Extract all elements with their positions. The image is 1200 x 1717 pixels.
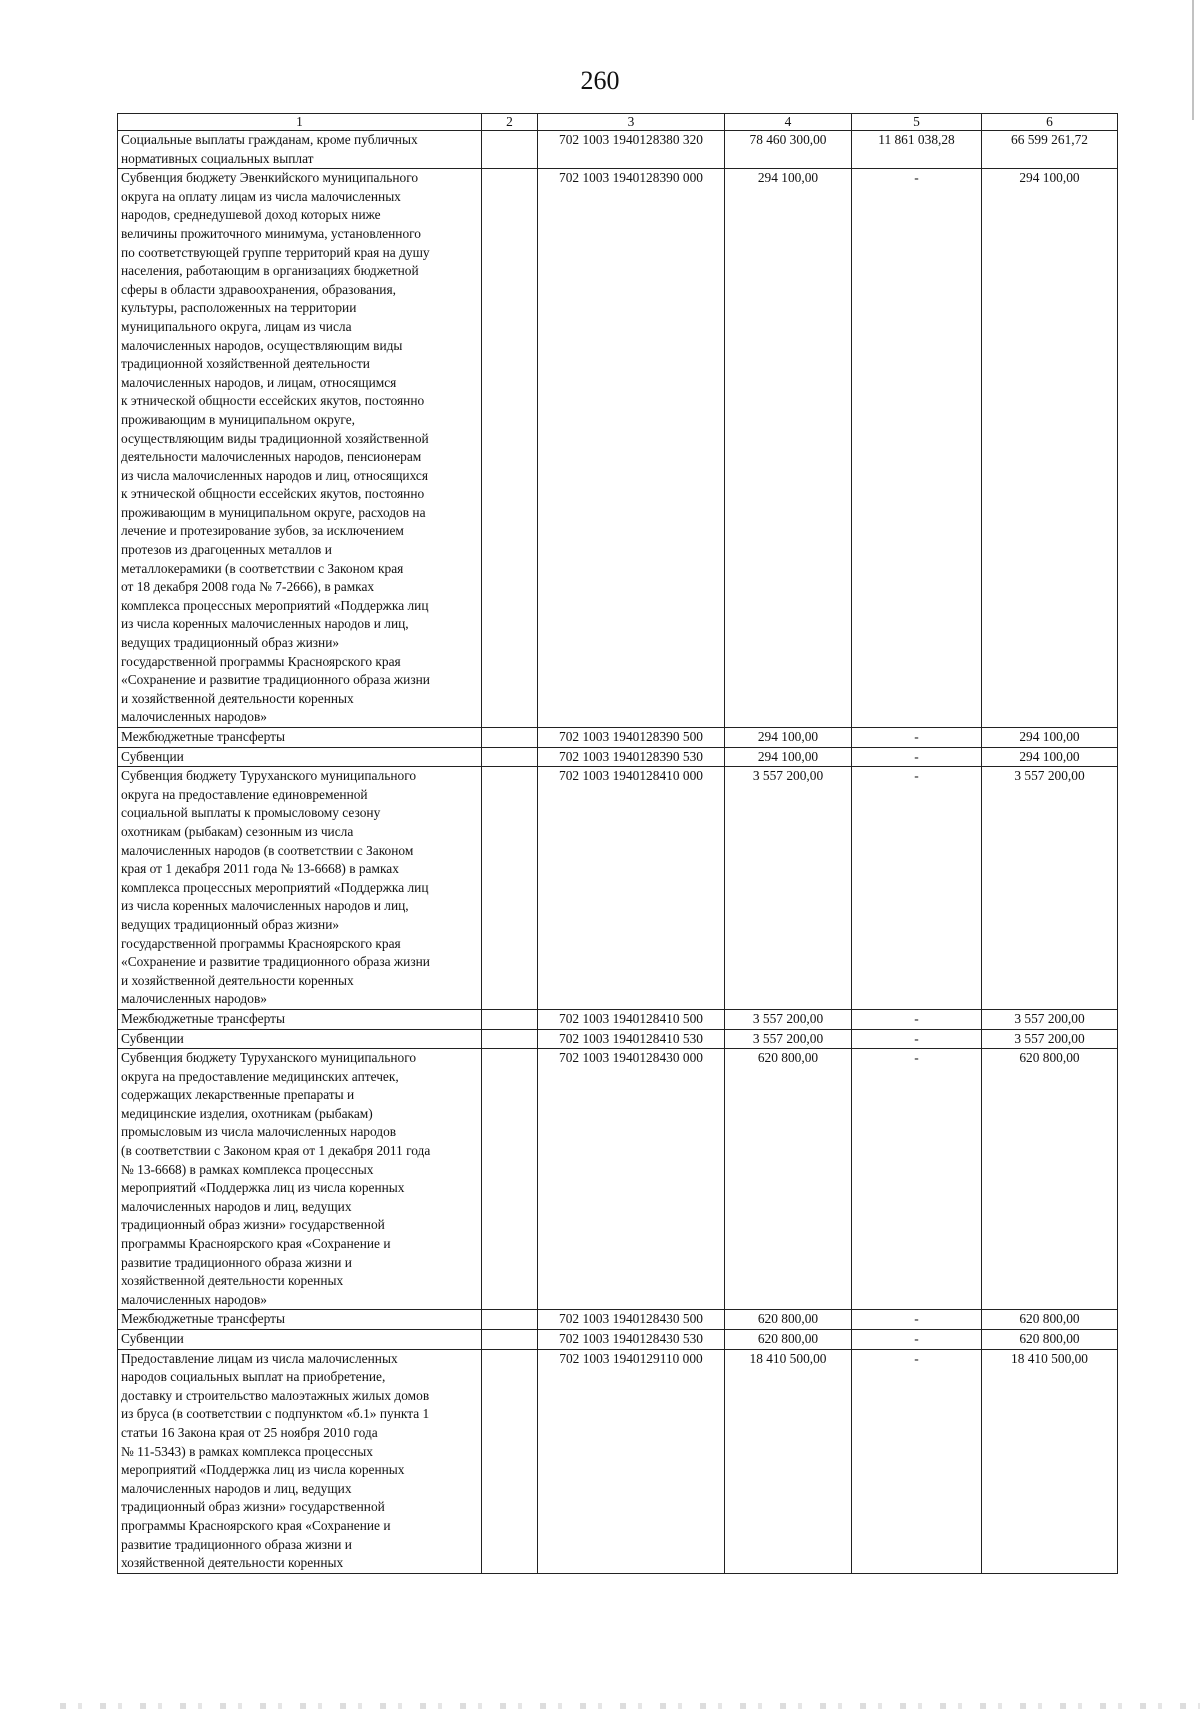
row-remainder-cell: 620 800,00 (982, 1049, 1118, 1310)
row-name-cell: Межбюджетные трансферты (118, 728, 482, 748)
row-name-cell: Предоставление лицам из числа малочисленных народов социальных выплат на приобретение, доставку и строительство малоэтажных жилых домов из бруса (в соответствии с подпунктом «б.1» пункта 1 статьи 16 Закона края от 25 ноября 2010 года № 11-5343) в рамках комплекса процессных мероприятий «Поддержка лиц из числа коренных малочисленных народов и лиц, ведущих традиционный образ жизни» государственной программы Красноярского края «Сохранение и развитие традиционного образа жизни и хозяйственной деятельности коренных (118, 1349, 482, 1573)
row-executed-cell: - (852, 1349, 982, 1573)
row-col2-cell (482, 767, 538, 1010)
table-row (118, 1330, 1118, 1350)
table-row (118, 747, 1118, 767)
row-plan-cell: 620 800,00 (725, 1049, 852, 1310)
row-plan-cell: 294 100,00 (725, 747, 852, 767)
table-row (118, 1009, 1118, 1029)
row-plan-cell: 620 800,00 (725, 1310, 852, 1330)
row-executed-cell: - (852, 1310, 982, 1330)
row-remainder-cell: 294 100,00 (982, 728, 1118, 748)
table-row (118, 728, 1118, 748)
column-number-4: 4 (725, 114, 852, 131)
row-col2-cell (482, 1029, 538, 1049)
row-code-cell: 702 1003 1940129110 000 (538, 1349, 725, 1573)
row-remainder-cell: 620 800,00 (982, 1310, 1118, 1330)
row-code-cell: 702 1003 1940128430 500 (538, 1310, 725, 1330)
row-name-cell: Субвенции (118, 1029, 482, 1049)
row-name-cell: Межбюджетные трансферты (118, 1009, 482, 1029)
row-col2-cell (482, 1049, 538, 1310)
row-executed-cell: - (852, 1330, 982, 1350)
row-remainder-cell: 294 100,00 (982, 747, 1118, 767)
table-row (118, 767, 1118, 1010)
column-number-6: 6 (982, 114, 1118, 131)
table-row (118, 131, 1118, 169)
row-executed-cell: - (852, 1009, 982, 1029)
row-name-cell: Социальные выплаты гражданам, кроме публичных нормативных социальных выплат (118, 131, 482, 169)
row-name-cell: Субвенция бюджету Туруханского муниципального округа на предоставление единовременной социальной выплаты к промысловому сезону охотникам (рыбакам) сезонным из числа малочисленных народов (в соответствии с Законом края от 1 декабря 2011 года № 13-6668) в рамках комплекса процессных мероприятий «Поддержка лиц из числа коренных малочисленных народов и лиц, ведущих традиционный образ жизни» государственной программы Красноярского края «Сохранение и развитие традиционного образа жизни и хозяйственной деятельности коренных малочисленных народов» (118, 767, 482, 1010)
column-number-1: 1 (118, 114, 482, 131)
row-col2-cell (482, 1349, 538, 1573)
row-code-cell: 702 1003 1940128410 000 (538, 767, 725, 1010)
row-remainder-cell: 18 410 500,00 (982, 1349, 1118, 1573)
row-name-cell: Субвенция бюджету Туруханского муниципального округа на предоставление медицинских аптечек, содержащих лекарственные препараты и медицинские изделия, охотникам (рыбакам) промысловым из числа малочисленных народов (в соответствии с Законом края от 1 декабря 2011 года № 13-6668) в рамках комплекса процессных мероприятий «Поддержка лиц из числа коренных малочисленных народов и лиц, ведущих традиционный образ жизни» государственной программы Красноярского края «Сохранение и развитие традиционного образа жизни и хозяйственной деятельности коренных малочисленных народов» (118, 1049, 482, 1310)
budget-table (117, 113, 1118, 1574)
column-number-2: 2 (482, 114, 538, 131)
row-plan-cell: 294 100,00 (725, 169, 852, 728)
scan-edge-noise (60, 1703, 1200, 1709)
row-col2-cell (482, 1009, 538, 1029)
table-row (118, 169, 1118, 728)
column-number-row (118, 114, 1118, 131)
row-code-cell: 702 1003 1940128430 530 (538, 1330, 725, 1350)
row-remainder-cell: 3 557 200,00 (982, 767, 1118, 1010)
page-number: 260 (580, 66, 620, 95)
row-plan-cell: 3 557 200,00 (725, 1009, 852, 1029)
row-plan-cell: 620 800,00 (725, 1330, 852, 1350)
table-row (118, 1029, 1118, 1049)
row-executed-cell: - (852, 767, 982, 1010)
row-code-cell: 702 1003 1940128410 500 (538, 1009, 725, 1029)
row-remainder-cell: 3 557 200,00 (982, 1009, 1118, 1029)
column-number-5: 5 (852, 114, 982, 131)
row-col2-cell (482, 747, 538, 767)
column-number-3: 3 (538, 114, 725, 131)
row-remainder-cell: 620 800,00 (982, 1330, 1118, 1350)
row-code-cell: 702 1003 1940128410 530 (538, 1029, 725, 1049)
row-plan-cell: 78 460 300,00 (725, 131, 852, 169)
scan-edge-mark (1192, 0, 1194, 120)
row-executed-cell: - (852, 1049, 982, 1310)
row-remainder-cell: 294 100,00 (982, 169, 1118, 728)
row-name-cell: Субвенции (118, 1330, 482, 1350)
row-executed-cell: - (852, 1029, 982, 1049)
row-executed-cell: - (852, 728, 982, 748)
row-plan-cell: 3 557 200,00 (725, 767, 852, 1010)
row-code-cell: 702 1003 1940128390 530 (538, 747, 725, 767)
row-executed-cell: - (852, 169, 982, 728)
row-col2-cell (482, 1310, 538, 1330)
row-name-cell: Межбюджетные трансферты (118, 1310, 482, 1330)
row-name-cell: Субвенция бюджету Эвенкийского муниципального округа на оплату лицам из числа малочисленных народов, среднедушевой доход которых ниже величины прожиточного минимума, установленного по соответствующей группе территорий края на душу населения, работающим в организациях бюджетной сферы в области здравоохранения, образования, культуры, расположенных на территории муниципального округа, лицам из числа малочисленных народов, осуществляющим виды традиционной хозяйственной деятельности малочисленных народов, и лицам, относящимся к этнической общности ессейских якутов, постоянно проживающим в муниципальном округе, осуществляющим виды традиционной хозяйственной деятельности малочисленных народов, пенсионерам из числа малочисленных народов и лиц, относящихся к этнической общности ессейских якутов, постоянно проживающим в муниципальном округе, расходов на лечение и протезирование зубов, за исключением протезов из драгоценных металлов и металлокерамики (в соответствии с Законом края от 18 декабря 2008 года № 7-2666), в рамках комплекса процессных мероприятий «Поддержка лиц из числа коренных малочисленных народов и лиц, ведущих традиционный образ жизни» государственной программы Красноярского края «Сохранение и развитие традиционного образа жизни и хозяйственной деятельности коренных малочисленных народов» (118, 169, 482, 728)
row-name-cell: Субвенции (118, 747, 482, 767)
row-col2-cell (482, 169, 538, 728)
row-plan-cell: 18 410 500,00 (725, 1349, 852, 1573)
table-row (118, 1310, 1118, 1330)
row-col2-cell (482, 728, 538, 748)
row-remainder-cell: 66 599 261,72 (982, 131, 1118, 169)
row-col2-cell (482, 131, 538, 169)
row-col2-cell (482, 1330, 538, 1350)
row-code-cell: 702 1003 1940128390 000 (538, 169, 725, 728)
row-remainder-cell: 3 557 200,00 (982, 1029, 1118, 1049)
row-code-cell: 702 1003 1940128430 000 (538, 1049, 725, 1310)
row-executed-cell: - (852, 747, 982, 767)
row-code-cell: 702 1003 1940128390 500 (538, 728, 725, 748)
row-plan-cell: 3 557 200,00 (725, 1029, 852, 1049)
table-row (118, 1049, 1118, 1310)
row-plan-cell: 294 100,00 (725, 728, 852, 748)
table-row (118, 1349, 1118, 1573)
row-executed-cell: 11 861 038,28 (852, 131, 982, 169)
row-code-cell: 702 1003 1940128380 320 (538, 131, 725, 169)
